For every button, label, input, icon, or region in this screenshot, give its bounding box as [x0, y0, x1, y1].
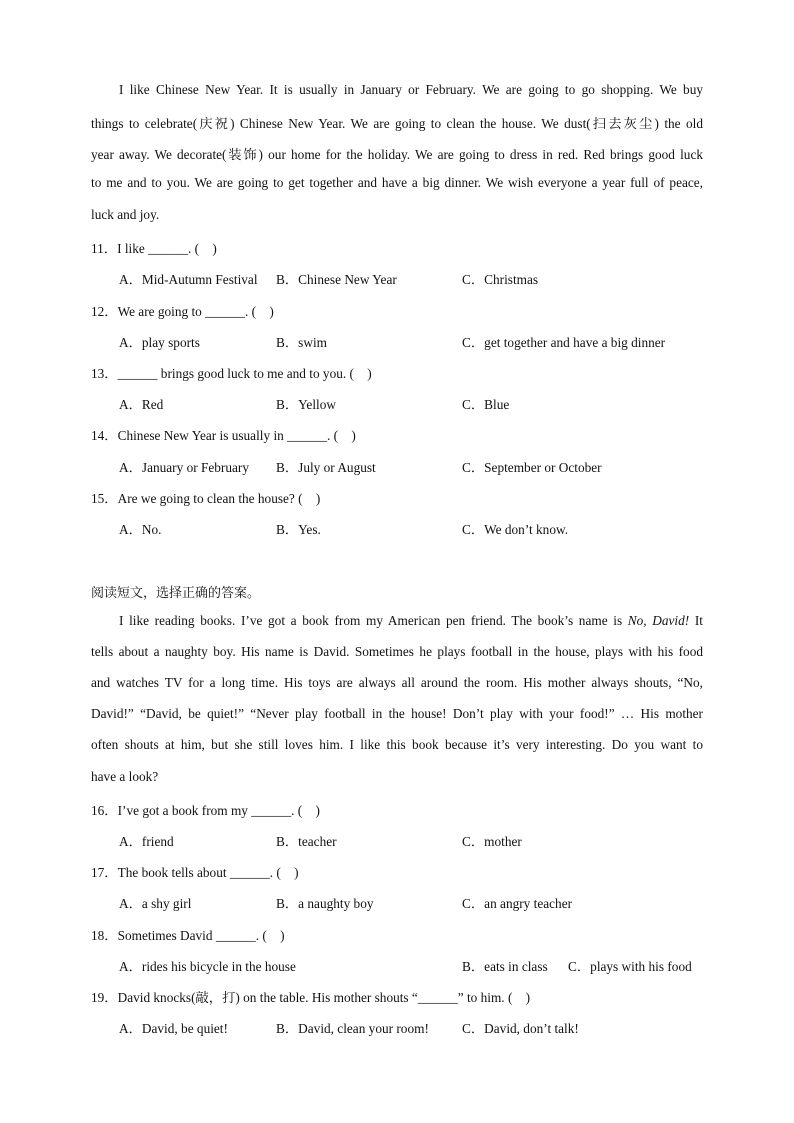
- q18-option-a[interactable]: A．rides his bicycle in the house: [119, 959, 296, 974]
- passage-2-line-1-end: It: [689, 613, 703, 628]
- passage-2-line-4: David!” “David, be quiet!” “Never play football in the house! Don’t play with your food!” … His mother: [91, 706, 703, 721]
- q13-option-b[interactable]: B．Yellow: [276, 397, 336, 412]
- q14-option-b[interactable]: B．July or August: [276, 460, 376, 475]
- question-16: 16．I’ve got a book from my ______. ( ): [91, 803, 320, 818]
- passage-1-line-1: I like Chinese New Year. It is usually in January or February. We are going to go shopping. We buy: [119, 82, 703, 97]
- passage-2-line-5: often shouts at him, but she still loves him. I like this book because it’s very interesting. Do you want to: [91, 737, 703, 752]
- q15-option-b[interactable]: B．Yes.: [276, 522, 321, 537]
- q17-option-b[interactable]: B．a naughty boy: [276, 896, 374, 911]
- q11-option-b[interactable]: B．Chinese New Year: [276, 272, 397, 287]
- q13-option-c[interactable]: C．Blue: [462, 397, 510, 412]
- passage-2-line-1: [119, 613, 703, 629]
- q19-option-b[interactable]: B．David, clean your room!: [276, 1021, 429, 1036]
- q12-option-a[interactable]: A．play sports: [119, 335, 200, 350]
- question-13: 13．______ brings good luck to me and to you. ( ): [91, 366, 372, 381]
- passage-2-line-2: tells about a naughty boy. His name is David. Sometimes he plays football in the house, plays with his food: [91, 644, 703, 659]
- book-title: No, David!: [627, 613, 690, 628]
- passage-1-line-5: luck and joy.: [91, 207, 160, 222]
- q12-option-b[interactable]: B．swim: [276, 335, 327, 350]
- q19-option-a[interactable]: A．David, be quiet!: [119, 1021, 228, 1036]
- q16-option-c[interactable]: C．mother: [462, 834, 522, 849]
- passage-1-line-2: things to celebrate(庆祝) Chinese New Year. We are going to clean the house. We dust(扫去灰尘) the old: [91, 116, 703, 131]
- question-17: 17．The book tells about ______. ( ): [91, 865, 299, 880]
- q14-option-a[interactable]: A．January or February: [119, 460, 249, 475]
- passage-2-line-6: have a look?: [91, 769, 159, 784]
- q18-option-b[interactable]: B．eats in class: [462, 959, 548, 974]
- passage-2-line-1-text: I like reading books. I’ve got a book from my American pen friend. The book’s name is: [119, 613, 628, 628]
- question-19: 19．David knocks(敲，打) on the table. His mother shouts “______” to him. ( ): [91, 990, 531, 1005]
- q15-option-a[interactable]: A．No.: [119, 522, 162, 537]
- q16-option-b[interactable]: B．teacher: [276, 834, 337, 849]
- q16-option-a[interactable]: A．friend: [119, 834, 174, 849]
- q17-option-a[interactable]: A．a shy girl: [119, 896, 192, 911]
- q12-option-c[interactable]: C．get together and have a big dinner: [462, 335, 666, 350]
- q15-option-c[interactable]: C．We don’t know.: [462, 522, 569, 537]
- q19-option-c[interactable]: C．David, don’t talk!: [462, 1021, 579, 1036]
- q11-option-a[interactable]: A．Mid-Autumn Festival: [119, 272, 258, 287]
- q18-option-c[interactable]: C．plays with his food: [568, 959, 692, 974]
- section-2-heading: 阅读短文，选择正确的答案。: [91, 586, 261, 601]
- passage-2-line-3: and watches TV for a long time. His toys are always all around the room. His mother always shouts, “No,: [91, 675, 703, 690]
- question-14: 14．Chinese New Year is usually in ______. ( ): [91, 428, 356, 443]
- question-18: 18．Sometimes David ______. ( ): [91, 928, 285, 943]
- question-11: 11．I like ______. ( ): [91, 241, 217, 256]
- q11-option-c[interactable]: C．Christmas: [462, 272, 539, 287]
- question-15: 15．Are we going to clean the house? ( ): [91, 491, 321, 506]
- q14-option-c[interactable]: C．September or October: [462, 460, 602, 475]
- question-12: 12．We are going to ______. ( ): [91, 304, 274, 319]
- passage-1-line-3: year away. We decorate(装饰) our home for the holiday. We are going to dress in red. Red brings good luck: [91, 147, 703, 162]
- passage-1-line-4: to me and to you. We are going to get together and have a big dinner. We wish everyone a year full of peace,: [91, 175, 703, 190]
- q17-option-c[interactable]: C．an angry teacher: [462, 896, 573, 911]
- q13-option-a[interactable]: A．Red: [119, 397, 164, 412]
